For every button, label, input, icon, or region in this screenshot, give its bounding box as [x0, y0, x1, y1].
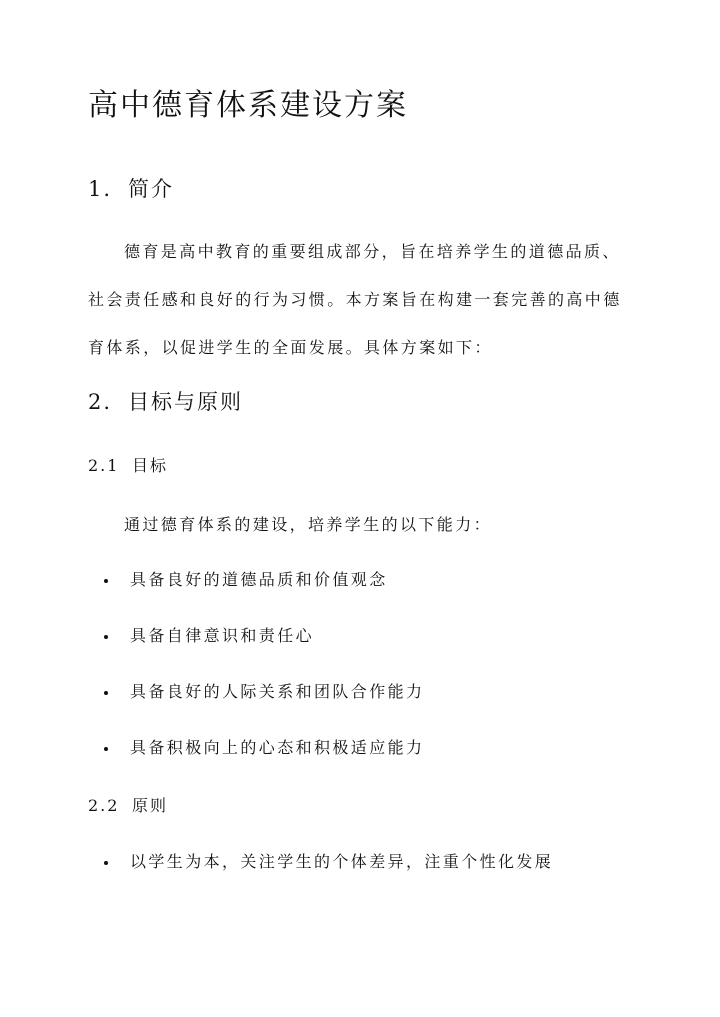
bullet-icon	[104, 579, 108, 583]
section-title: 目标与原则	[128, 390, 243, 414]
paragraph-line: 育体系，以促进学生的全面发展。具体方案如下：	[88, 338, 493, 357]
paragraph-line: 社会责任感和良好的行为习惯。本方案旨在构建一套完善的高中德	[88, 290, 622, 309]
section-title: 简介	[128, 177, 174, 201]
list-item	[110, 736, 424, 760]
intro-paragraph	[88, 228, 636, 372]
bullet-icon	[104, 635, 108, 639]
list-item-text: 以学生为本，关注学生的个体差异，注重个性化发展	[130, 852, 554, 871]
subsection-number: 2.1	[88, 456, 120, 475]
paragraph-line: 德育是高中教育的重要组成部分，旨在培养学生的道德品质、	[124, 242, 621, 261]
document-title: 高中德育体系建设方案	[88, 88, 408, 123]
section-number: 2.	[88, 390, 113, 414]
list-item-text: 具备积极向上的心态和积极适应能力	[130, 738, 425, 757]
list-item-text: 具备良好的道德品质和价值观念	[130, 570, 388, 589]
list-item-text: 具备良好的人际关系和团队合作能力	[130, 682, 425, 701]
list-item	[110, 624, 314, 648]
list-item	[110, 680, 424, 704]
section-heading-intro	[88, 174, 174, 204]
subsection-heading-principles	[88, 794, 168, 818]
subsection-title: 目标	[132, 456, 169, 475]
list-item-text: 具备自律意识和责任心	[130, 626, 315, 645]
bullet-icon	[104, 747, 108, 751]
subsection-heading-goals	[88, 454, 168, 478]
list-item	[110, 850, 553, 874]
bullet-icon	[104, 861, 108, 865]
list-item	[110, 568, 388, 592]
bullet-icon	[104, 691, 108, 695]
section-heading-goals-principles	[88, 387, 243, 417]
subsection-title: 原则	[132, 796, 169, 815]
section-number: 1.	[88, 177, 113, 201]
paragraph-line: 通过德育体系的建设，培养学生的以下能力：	[124, 515, 493, 534]
subsection-number: 2.2	[88, 796, 120, 815]
goals-intro-paragraph	[88, 501, 636, 549]
